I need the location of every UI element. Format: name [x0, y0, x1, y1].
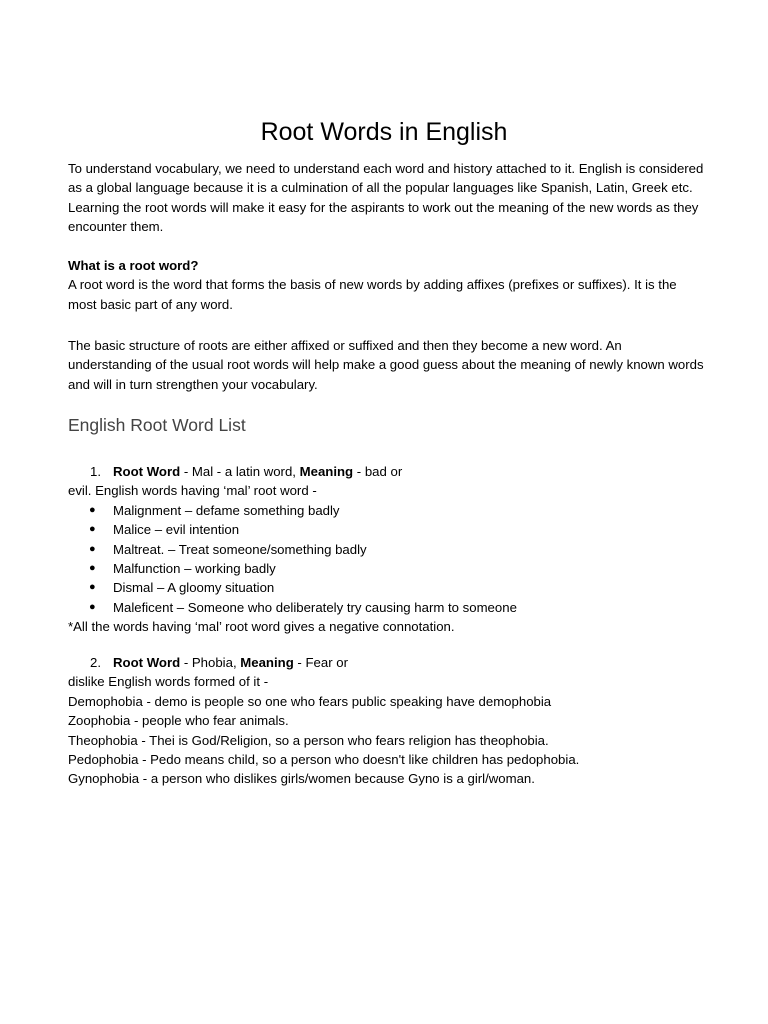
- structure-paragraph: [68, 336, 708, 394]
- list-item: [68, 598, 708, 617]
- continuation-text: evil. English words having ‘mal’ root word -: [68, 483, 317, 499]
- example-line: Demophobia - demo is people so one who fears public speaking have demophobia: [68, 693, 552, 709]
- what-is-text: A root word is the word that forms the basis of new words by adding affixes (prefixes or suffixes). It is the most basic part of any word.: [68, 277, 677, 312]
- bullet-list: [68, 501, 708, 617]
- meaning-text: - bad or: [353, 464, 403, 479]
- example-line: Gynophobia - a person who dislikes girls/women because Gyno is a girl/woman.: [68, 771, 535, 787]
- bullet-icon: ●: [89, 562, 96, 575]
- bullet-text: Malignment – defame something badly: [113, 502, 340, 518]
- list-item: [68, 540, 708, 559]
- list-item: [68, 559, 708, 578]
- bullet-text: Dismal – A gloomy situation: [113, 580, 275, 596]
- root-word-label: Root Word: [113, 464, 181, 479]
- list-item: [68, 520, 708, 539]
- bullet-icon: ●: [89, 542, 96, 555]
- root-word-label: Root Word: [113, 655, 181, 670]
- what-is-heading: What is a root word?: [68, 258, 199, 273]
- meaning-label: Meaning: [299, 464, 354, 479]
- root-word-text: - Phobia,: [180, 655, 241, 670]
- bullet-text: Malice – evil intention: [113, 522, 240, 538]
- item-number: 2.: [90, 655, 101, 670]
- intro-text: To understand vocabulary, we need to understand each word and history attached to it. English is considered as a global language because it is a culmination of all the popular languages like Spanish, Latin, Greek etc. Learning the root words will make it easy for the aspirants to work out the meaning of the new words as they encounter them.: [68, 161, 704, 235]
- list-item: [68, 578, 708, 597]
- numbered-item: [68, 462, 708, 481]
- bullet-icon: ●: [89, 581, 96, 594]
- item-number: 1.: [90, 464, 101, 479]
- what-is-root-word-section: [68, 256, 708, 314]
- root-word-text: - Mal - a latin word,: [180, 464, 300, 479]
- example-line: Theophobia - Thei is God/Religion, so a person who fears religion has theophobia.: [68, 732, 549, 748]
- example-line: Pedophobia - Pedo means child, so a person who doesn't like children has pedophobia.: [68, 752, 580, 768]
- bullet-icon: ●: [89, 600, 96, 613]
- bullet-text: Malfunction – working badly: [113, 561, 276, 577]
- meaning-label: Meaning: [240, 655, 294, 670]
- list-heading: English Root Word List: [68, 415, 246, 435]
- root-section-phobia: [68, 653, 708, 789]
- intro-paragraph: [68, 159, 708, 237]
- list-item: [68, 501, 708, 520]
- note-text: *All the words having ‘mal’ root word gives a negative connotation.: [68, 619, 455, 635]
- continuation-text: dislike English words formed of it -: [68, 674, 269, 690]
- bullet-text: Maltreat. – Treat someone/something badly: [113, 541, 367, 557]
- meaning-text: - Fear or: [293, 655, 348, 670]
- structure-text: The basic structure of roots are either affixed or suffixed and then they become a new word. An understanding of the usual root words will help make a good guess about the meaning of newly known words and will in turn strengthen your vocabulary.: [68, 338, 704, 392]
- root-section-mal: [68, 462, 708, 637]
- bullet-icon: ●: [89, 523, 96, 536]
- numbered-item: [68, 653, 708, 672]
- bullet-icon: ●: [89, 503, 96, 516]
- bullet-text: Maleficent – Someone who deliberately try causing harm to someone: [113, 599, 517, 615]
- document-title: Root Words in English: [260, 118, 508, 146]
- example-line: Zoophobia - people who fear animals.: [68, 713, 289, 729]
